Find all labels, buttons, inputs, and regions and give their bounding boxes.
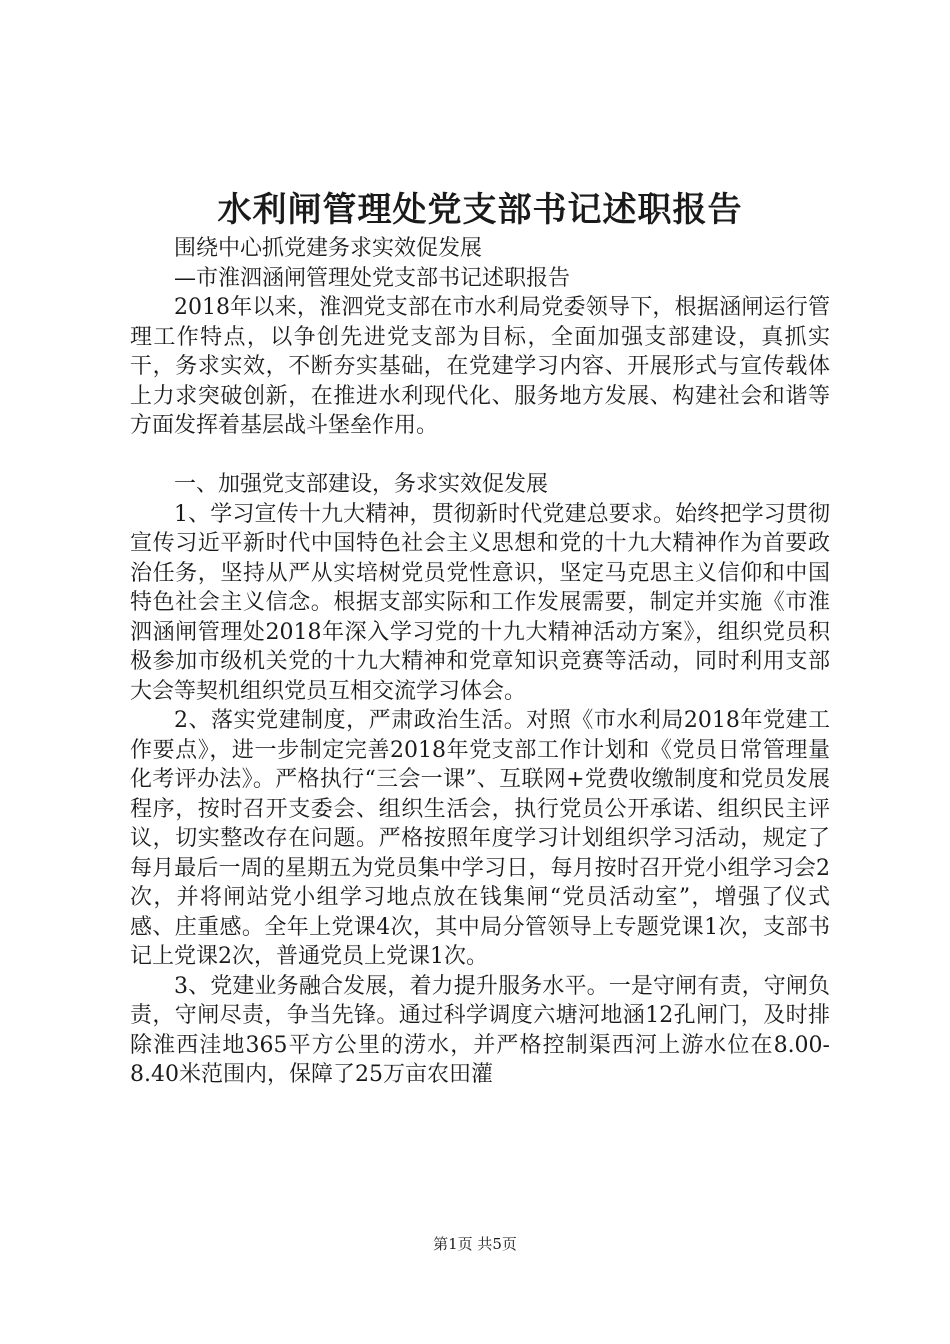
document-body [130,234,830,1090]
page-footer: 第1页 共5页 [433,1235,517,1253]
blank-line [130,441,830,471]
body-paragraph-3: 3、党建业务融合发展，着力提升服务水平。一是守闸有责，守闸负责，守闸尽责，争当先锋。通过科学调度六塘河地涵12孔闸门，及时排除淮西洼地365平方公里的涝水，并严格控制渠西河上游水位在8.00-8.40米范围内，保障了25万亩农田灌 [130,973,830,1087]
body-paragraph-1: 1、学习宣传十九大精神，贯彻新时代党建总要求。始终把学习贯彻宣传习近平新时代中国特色社会主义思想和党的十九大精神作为首要政治任务，坚持从严从实培树党员党性意识，坚定马克思主义信仰和中国特色社会主义信念。根据支部实际和工作发展需要，制定并实施《市淮泗涵闸管理处2018年深入学习党的十九大精神活动方案》，组织党员积极参加市级机关党的十九大精神和党章知识竞赛等活动，同时利用支部大会等契机组织党员互相交流学习体会。 [130,501,830,704]
subtitle-line: 围绕中心抓党建务求实效促发展 [174,236,483,261]
subtitle-subline: —市淮泗涵闸管理处党支部书记述职报告 [174,265,571,291]
document-title: 水利闸管理处党支部书记述职报告 [217,190,743,230]
section-heading: 一、加强党支部建设，务求实效促发展 [174,472,549,497]
intro-paragraph: 2018年以来，淮泗党支部在市水利局党委领导下，根据涵闸运行管理工作特点，以争创先进党支部为目标，全面加强支部建设，真抓实干，务求实效，不断夯实基础，在党建学习内容、开展形式与宣传载体上力求突破创新，在推进水利现代化、服务地方发展、构建社会和谐等方面发挥着基层战斗堡垒作用。 [130,295,830,438]
body-paragraph-2: 2、落实党建制度，严肃政治生活。对照《市水利局2018年党建工作要点》，进一步制定完善2018年党支部工作计划和《党员日常管理量化考评办法》。严格执行“三会一课”、互联网+党费收缴制度和党员发展程序，按时召开支委会、组织生活会，执行党员公开承诺、组织民主评议，切实整改存在问题。严格按照年度学习计划组织学习活动，规定了每月最后一周的星期五为党员集中学习日，每月按时召开党小组学习会2次，并将闸站党小组学习地点放在钱集闸“党员活动室”，增强了仪式感、庄重感。全年上党课4次，其中局分管领导上专题党课1次，支部书记上党课2次，普通党员上党课1次。 [130,708,830,969]
